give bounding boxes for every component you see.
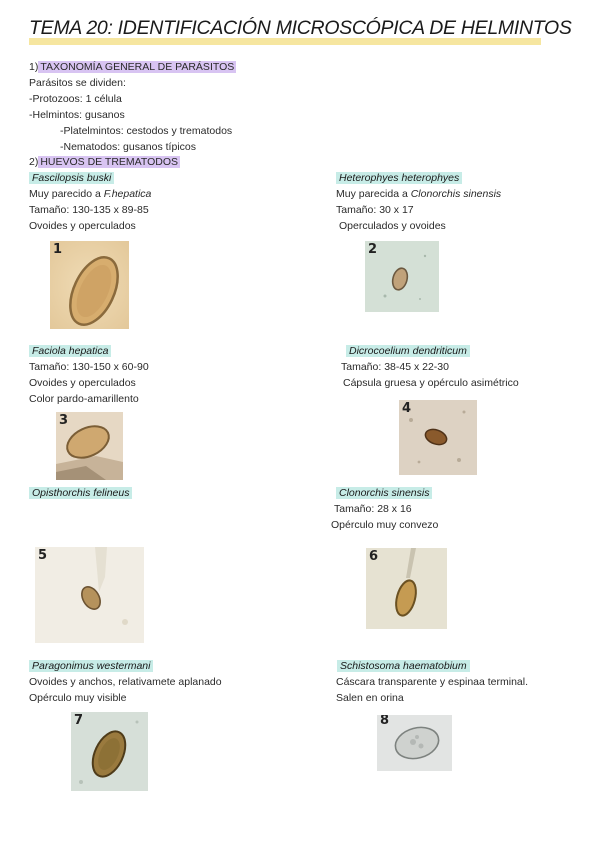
section1-title: TAXONOMÍA GENERAL DE PARÁSITOS [40, 61, 235, 73]
species-name: Opisthorchis felineus [29, 487, 132, 499]
section1-line-1: Parásitos se dividen: [29, 77, 126, 89]
species-name: Dicrocoelium dendriticum [346, 345, 470, 357]
section2-heading [29, 155, 180, 169]
species-name: Paragonimus westermani [29, 660, 153, 672]
species-desc: Ovoides y operculados [29, 377, 136, 389]
species-size: Tamaño: 28 x 16 [334, 503, 412, 515]
section2-number: 2) [29, 156, 39, 168]
section1-line-3: -Helmintos: gusanos [29, 109, 125, 121]
egg-photo-4 [399, 400, 477, 475]
species-desc: Muy parecida a Clonorchis sinensis [336, 188, 502, 200]
section1-heading [29, 60, 236, 74]
species-desc: Salen en orina [336, 692, 404, 704]
species-name: Fascilopsis buski [29, 172, 114, 184]
egg-photo-1 [50, 241, 129, 329]
species-name: Schistosoma haematobium [337, 660, 470, 672]
photo-number: 1 [53, 242, 63, 257]
species-desc: Operculados y ovoides [339, 220, 446, 232]
species-name: Clonorchis sinensis [336, 487, 432, 499]
species-name: Faciola hepatica [29, 345, 111, 357]
species-size: Tamaño: 38-45 x 22-30 [341, 361, 449, 373]
species-size: Tamaño: 30 x 17 [336, 204, 414, 216]
species-desc: Ovoides y anchos, relativamete aplanado [29, 676, 222, 688]
egg-photo-6 [366, 548, 447, 629]
egg-photo-3 [56, 412, 123, 480]
species-desc: Opérculo muy convezo [331, 519, 439, 531]
species-desc: Cáscara transparente y espinaa terminal. [336, 676, 529, 688]
egg-photo-2 [365, 241, 439, 312]
section2-title: HUEVOS DE TREMATODOS [40, 156, 179, 168]
photo-number: 7 [74, 713, 84, 728]
egg-photo-5 [35, 547, 144, 643]
photo-number: 2 [368, 242, 378, 257]
species-size: Tamaño: 130-135 x 89-85 [29, 204, 149, 216]
section1-number: 1) [29, 61, 39, 73]
photo-number: 6 [369, 549, 379, 564]
section1-line-4: -Platelmintos: cestodos y trematodos [60, 125, 233, 137]
photo-number: 3 [59, 413, 69, 428]
egg-photo-8 [377, 715, 452, 771]
photo-number: 8 [380, 715, 390, 728]
egg-photo-7 [71, 712, 148, 791]
species-desc: Opérculo muy visible [29, 692, 127, 704]
species-size: Tamaño: 130-150 x 60-90 [29, 361, 149, 373]
species-desc: Color pardo-amarillento [29, 393, 139, 405]
photo-number: 4 [402, 401, 412, 416]
section1-line-5: -Nematodos: gusanos típicos [60, 141, 196, 153]
species-name: Heterophyes heterophyes [336, 172, 462, 184]
species-desc: Cápsula gruesa y opérculo asimétrico [343, 377, 519, 389]
page-title: TEMA 20: IDENTIFICACIÓN MICROSCÓPICA DE HELMINTOS [29, 17, 572, 39]
section1-line-2: -Protozoos: 1 célula [29, 93, 122, 105]
species-desc: Muy parecido a F.hepatica [29, 188, 152, 200]
species-desc: Ovoides y operculados [29, 220, 136, 232]
photo-number: 5 [38, 548, 48, 563]
